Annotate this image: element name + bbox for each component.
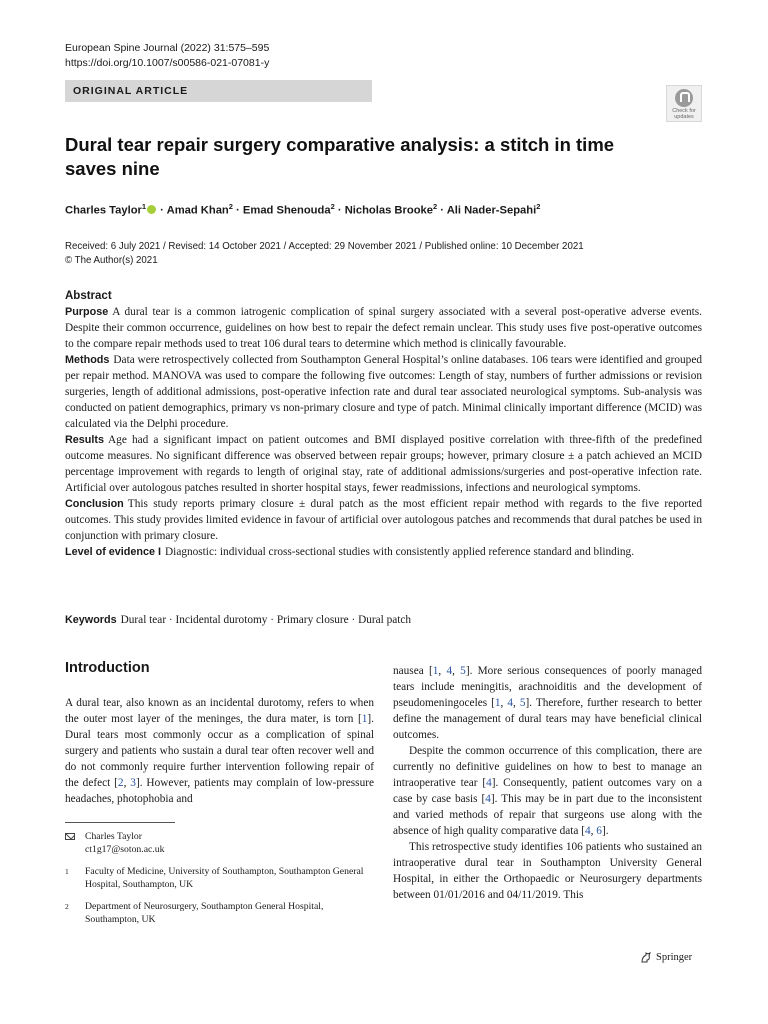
article-title: Dural tear repair surgery comparative analysis: a stitch in time saves nine [65, 134, 615, 179]
citation-link[interactable]: 4 [485, 793, 491, 805]
evidence-label: Level of evidence I [65, 546, 162, 558]
text-run: ]. Therefore, further research to better define the management of dural tears may have beneficial clinical outcomes. [393, 697, 702, 741]
journal-header [65, 41, 269, 71]
check-for-updates-button[interactable] [666, 85, 702, 122]
abstract-purpose [65, 304, 702, 352]
body-column-right [393, 663, 702, 903]
methods-label: Methods [65, 354, 110, 366]
publisher-logo [640, 951, 692, 963]
keywords-label: Keywords [65, 614, 117, 626]
author-affiliation: 2 [536, 202, 541, 211]
citation-link[interactable]: 1 [361, 713, 368, 725]
abstract-section [65, 290, 702, 560]
results-text: Age had a significant impact on patient outcomes and BMI displayed positive correlation with three-fifth of the predefined outcome measures. No significant difference was observed between repair groups; however, primary closure ± a patch achieved an MCID percentage improvement with regards to length of original stay, rate of additional admissions/surgeries and post-operative infection rate. Artificial over autologous patches resulted in shorter hospital stays, fewer readmissions, infections and neurological symptoms. [65, 434, 702, 494]
body-column-left [65, 695, 374, 807]
article-type-banner: ORIGINAL ARTICLE [65, 80, 372, 102]
copyright-line: © The Author(s) 2021 [65, 255, 158, 266]
footnotes [65, 830, 374, 935]
intro-paragraph: nausea [1, 4, 5]. More serious consequences of poorly managed tears include meningitis, arachnoiditis and the development of pseudomeningoceles [1, 4, 5]. Therefore, further research to better define the management of dural tears may have beneficial clinical outcomes. [393, 665, 703, 741]
history-dates: Received: 6 July 2021 / Revised: 14 October 2021 / Accepted: 29 November 2021 / Published online: 10 December 2021 [65, 241, 584, 252]
text-run: nausea [ [393, 665, 433, 677]
intro-paragraph [65, 695, 374, 807]
citation-link[interactable]: 4 [446, 665, 453, 677]
keywords-text: Dural tear · Incidental durotomy · Primary closure · Dural patch [120, 614, 412, 626]
doi-link[interactable]: https://doi.org/10.1007/s00586-021-07081-y [65, 57, 270, 69]
affiliation-text: Faculty of Medicine, University of Southampton, Southampton General Hospital, Southampton, UK [85, 866, 364, 890]
citation-link[interactable]: 1 [432, 665, 439, 677]
conclusion-label: Conclusion [65, 498, 124, 510]
text-run: ]. More serious consequences of poorly managed tears include meningitis, arachnoiditis and the development of pseudomeningoceles [ [393, 665, 703, 709]
abstract-heading: Abstract [65, 290, 112, 302]
text-run: A dural tear, also known as an incidental durotomy, refers to when the outer most layer of the meninges, the dura mater, is torn [ [65, 697, 374, 725]
text-run: ]. [601, 825, 609, 837]
corresponding-author [65, 830, 374, 856]
text-run: , [123, 777, 131, 789]
footnote-mark [65, 830, 85, 856]
purpose-text: A dural tear is a common iatrogenic complication of spinal surgery associated with a several post-operative adverse events. Despite their common occurrence, guidelines on how best to repair the defect remain unclear. This study uses five post-operative outcomes to the compare repair methods used to treat 106 dural tears to determine which method is clinically favourable. [65, 306, 702, 350]
citation-link[interactable]: 4 [584, 825, 591, 837]
text-run: ]. Dural tears most commonly occur as a complication of spinal surgery and patients who sustain a dural tear often recover well and do not commonly require further intervention following repair of the defect [ [65, 713, 374, 789]
author-affiliation: 2 [228, 202, 233, 211]
author-name[interactable]: Nicholas Brooke [344, 204, 433, 217]
intro-paragraph: This retrospective study identifies 106 patients who sustained an intraoperative dural tear in Southampton University General Hospital, in either the Orthopaedic or Neurosurgery departments between 01/01/2016 and 04/11/2019. This [393, 841, 702, 901]
abstract-evidence [65, 544, 702, 560]
publisher-name: Springer [656, 951, 693, 963]
contact-name: Charles Taylor [85, 831, 142, 842]
abstract-methods [65, 352, 702, 432]
citation-link[interactable]: 3 [130, 777, 136, 789]
author-name[interactable]: Emad Shenouda [242, 204, 331, 217]
affiliation-text: Department of Neurosurgery, Southampton General Hospital, Southampton, UK [85, 901, 324, 925]
text-run: ]. However, patients may complain of low-pressure headaches, photophobia and [65, 777, 374, 805]
footnote-mark: 2 [65, 902, 69, 911]
citation-link[interactable]: 4 [507, 697, 513, 709]
author-name[interactable]: Charles Taylor [65, 204, 142, 217]
check-updates-label-2: updates [674, 114, 694, 120]
footnote-mark: 1 [65, 867, 69, 876]
author-affiliation: 1 [141, 202, 147, 211]
citation-link[interactable]: 2 [117, 777, 124, 789]
abstract-results [65, 432, 702, 496]
springer-horse-icon [640, 951, 652, 963]
citation-link[interactable]: 4 [486, 777, 492, 789]
check-updates-icon [675, 89, 693, 107]
methods-text: Data were retrospectively collected from Southampton General Hospital’s online databases. 106 tears were identified and grouped per repair method. MANOVA was used to compare the following five outcomes: Length of stay, numbers of further admissions or revision surgeries, length of additional admissions, post-operative infection rate and dural tear associated neurological symptoms. Sub-analysis was conducted on patient demographics, primary vs non-primary closure and type of patch. Minimal clinically important difference (MCID) was calculated via the Delphi procedure. [65, 354, 702, 430]
citation-link[interactable]: 1 [494, 697, 501, 709]
purpose-label: Purpose [65, 306, 109, 318]
check-updates-label-1: Check for [672, 108, 696, 114]
author-affiliation: 2 [330, 202, 335, 211]
contact-email[interactable]: ct1g17@soton.ac.uk [85, 844, 165, 855]
footnote-divider [65, 822, 175, 823]
author-affiliation: 2 [432, 202, 438, 211]
keywords-line [65, 614, 702, 626]
mail-icon [65, 833, 75, 840]
intro-paragraph: Despite the common occurrence of this complication, there are currently no definitive guidelines on how to best to manage an intraoperative tear [4]. Consequently, patient outcomes vary on a case by case basis [4]. This may be in part due to the inconsistent and varied methods of repair that surgeons use along with the absence of high quality comparative data [4, 6]. [393, 745, 703, 837]
orcid-icon[interactable] [147, 205, 156, 214]
evidence-text: Diagnostic: individual cross-sectional studies with consistently applied reference standard and blinding. [165, 546, 635, 558]
author-name[interactable]: Amad Khan [166, 204, 229, 217]
author-name[interactable]: Ali Nader-Sepahi [446, 204, 537, 217]
citation-link[interactable]: 6 [596, 825, 602, 837]
abstract-conclusion [65, 496, 702, 544]
publication-dates [65, 240, 584, 268]
affiliation-1 [65, 865, 374, 891]
footnote-body [85, 830, 164, 856]
introduction-heading: Introduction [65, 660, 150, 676]
citation-link[interactable]: 5 [519, 697, 526, 709]
results-label: Results [65, 434, 105, 446]
journal-citation: European Spine Journal (2022) 31:575–595 [65, 42, 270, 54]
citation-link[interactable]: 5 [460, 665, 466, 677]
text-run: Despite the common occurrence of this complication, there are currently no definitive guidelines on how to best to manage an intraoperative tear [ [393, 745, 702, 789]
text-run: ]. Consequently, patient outcomes vary on a case by case basis [ [393, 777, 702, 805]
author-list: Charles Taylor$^1$ · Amad Khan$^2$ · Emad Shenouda$^2$ · Nicholas Brooke$^2$ · Ali Nader-Sepahi$^2$ [65, 202, 541, 217]
conclusion-text: This study reports primary closure ± dural patch as the most efficient repair method with regards to the five reported outcomes. This study provides limited evidence in favour of artificial over autologous patches and recommends that dural patches be used in conjunction with primary closure. [65, 498, 702, 542]
text-run: ]. This may be in part due to the inconsistent and varied methods of repair that surgeons use along with the absence of high quality comparative data [ [393, 793, 703, 837]
affiliation-2 [65, 900, 374, 926]
